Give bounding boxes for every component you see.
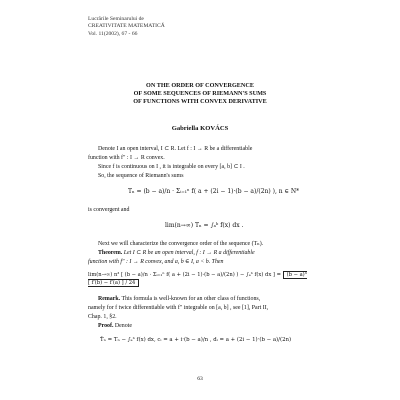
journal-header bbox=[88, 16, 165, 38]
author-name: Gabriella KOVÁCS bbox=[171, 125, 229, 132]
proof-text: Denote bbox=[114, 323, 132, 329]
remark-line-1 bbox=[98, 296, 260, 304]
formula-proof-defs: T̃ₙ = Tₙ − ∫ₐᵇ f(x) dx, cᵢ = a + i·(b − a)/n , dᵢ = a + (2i − 1)·(b − a)/(2n) bbox=[100, 337, 292, 343]
remark-label: Remark. bbox=[98, 296, 121, 302]
intro-line-1: Denote I an open interval, I ⊂ R. Let f : I → R be a differentiable bbox=[98, 146, 253, 152]
formula-riemann-sum: Tₙ = (b − a)/n · Σᵢ₌₁ⁿ f( a + (2i − 1)·(b − a)/(2n) ), n ∈ N* bbox=[128, 188, 300, 195]
title-line-3: OF FUNCTIONS WITH CONVEX DERIVATIVE bbox=[133, 98, 267, 106]
formula-theorem-result: (b − a)³ [ f′(b) − f′(a) ] / 24 bbox=[88, 272, 307, 286]
page-number: 63 bbox=[197, 376, 203, 382]
paper-title bbox=[0, 82, 400, 107]
theorem-line-1 bbox=[98, 250, 255, 258]
intro-line-2: function with f″ : I → R convex. bbox=[88, 155, 165, 161]
theorem-label: Theorem. bbox=[98, 250, 123, 256]
proof-label: Proof. bbox=[98, 323, 114, 329]
title-line-2: OF SOME SEQUENCES OF RIEMANN'S SUMS bbox=[133, 90, 267, 98]
title-line-1: ON THE ORDER OF CONVERGENCE bbox=[146, 82, 254, 89]
formula-limit: lim(n→∞) Tₙ = ∫ₐᵇ f(x) dx . bbox=[165, 222, 244, 229]
remark-text: This formula is well-known for an other class of functions, bbox=[121, 296, 261, 302]
header-line-3: Vol. 11(2002), 67 - 66 bbox=[88, 30, 138, 37]
theorem-text: Let I ⊂ R be an open interval, f : I → R a differentiable bbox=[123, 250, 255, 256]
convergent-line: is convergent and bbox=[88, 207, 130, 213]
next-line: Next we will characterize the convergence order of the sequence (Tₙ). bbox=[98, 241, 264, 247]
theorem-line-2: function with f″ : I → R convex, and a, b ∈ I, a < b. Then bbox=[88, 259, 224, 265]
remark-line-3: Chap. 1, §2. bbox=[88, 314, 117, 320]
remark-line-2: namely for f twice differentiable with f″ integrable on [a, b] , see [1], Part II, bbox=[88, 305, 269, 311]
since-line: Since f is continuous on I , it is integrable on every [a, b] ⊂ I . bbox=[98, 164, 245, 170]
so-line: So, the sequence of Riemann's sums bbox=[98, 173, 184, 179]
header-line-1: Lucrările Seminarului de bbox=[88, 16, 144, 22]
header-line-2: CREATIVITATE MATEMATICĂ bbox=[88, 23, 165, 30]
formula-theorem bbox=[88, 271, 310, 287]
proof-line bbox=[98, 323, 132, 331]
formula-theorem-left: lim(n→∞) n³ [ (b − a)/n · Σᵢ₌₁ⁿ f( a + (2i − 1)·(b − a)/(2n) ) − ∫ₐᵇ f(x) dx ] = bbox=[88, 272, 281, 278]
